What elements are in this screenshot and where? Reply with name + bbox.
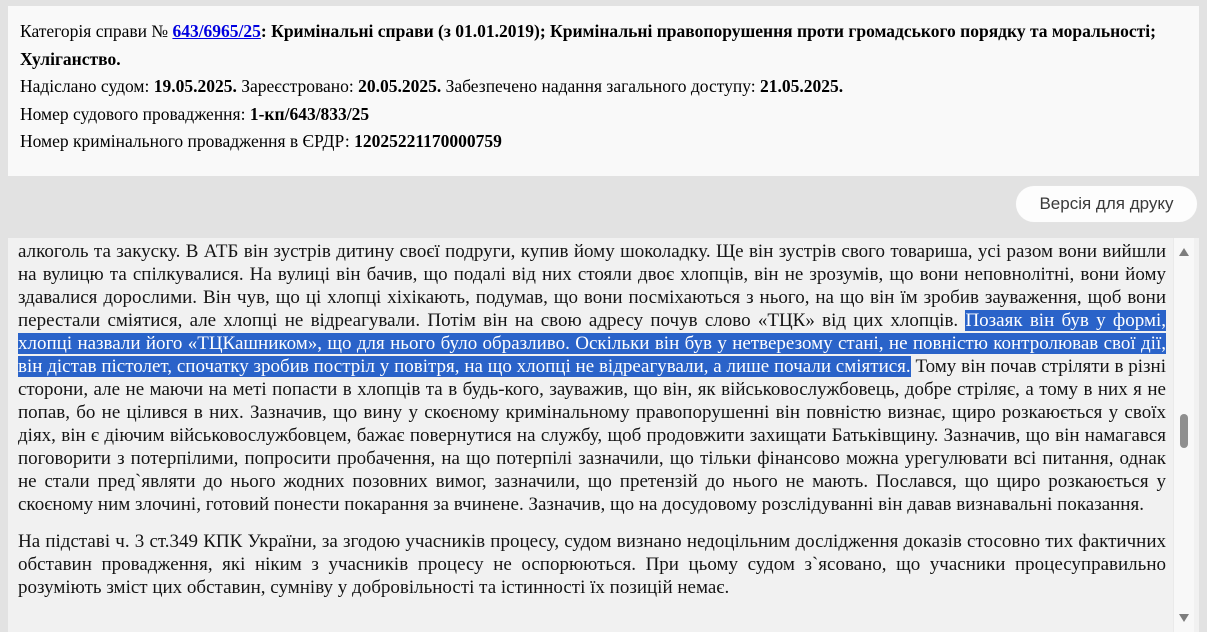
decision-text [18, 240, 1166, 599]
court-proceeding-line [20, 101, 1179, 129]
scrollbar-thumb[interactable] [1180, 414, 1188, 448]
print-version-button-label: Версія для друку [1039, 194, 1174, 213]
testimony-text-before-selection: алкоголь та закуску. В АТБ він зустрів дитину своєї подруги, купив йому шоколадку. Ще він зустрів свого товариша, усі разом вони вийшли на вулицю та спілкувалися. На вулиці він бачив, що подалі від них стояли двоє хлопців, він не зрозумів, що вони неповнолітні, вони йому здавалися дорослими. Він чув, що ці хлопці хіхікають, подумав, що вони посміхаються з нього, на що він їм зробив зауваження, щоб вони перестали сміятися, але хлопці не відреагували. Потім він на свою адресу почув слово «ТЦК» від цих хлопців. [18, 241, 1166, 331]
case-meta-panel [8, 6, 1199, 176]
case-category-value: : Кримінальні справи (з 01.01.2019); Кримінальні правопорушення проти громадського порядку та моральності; Хуліганство. [20, 21, 1156, 69]
case-number-link[interactable]: 643/6965/25 [172, 21, 261, 41]
sent-by-court-label: Надіслано судом: [20, 76, 154, 96]
erdr-line [20, 128, 1179, 156]
registered-date: 20.05.2025. [358, 76, 442, 96]
decision-paragraph-testimony [18, 240, 1166, 516]
court-proceeding-number: 1-кп/643/833/25 [249, 103, 370, 124]
decision-text-viewer[interactable] [8, 238, 1199, 632]
sent-by-court-date: 19.05.2025. [153, 76, 237, 96]
print-version-button[interactable] [1015, 185, 1198, 223]
case-category-line [20, 18, 1179, 73]
decision-paragraph-article-349: На підставі ч. 3 ст.349 КПК України, за згодою учасників процесу, судом визнано недоцільним дослідження доказів стосовно тих фактичних обставин провадження, які ніким з учасників процесу не оспорюються. При цьому судом з`ясовано, що учасники процесуправильно розуміють зміст цих обставин, сумніву у добровільності та істинності їх позицій немає. [18, 531, 1166, 598]
public-access-label: Забезпечено надання загального доступу: [441, 76, 761, 96]
vertical-scrollbar[interactable] [1173, 238, 1194, 632]
scroll-up-icon[interactable] [1179, 248, 1189, 256]
case-dates-line [20, 73, 1179, 101]
court-proceeding-label: Номер судового провадження: [20, 103, 250, 124]
testimony-text-after-selection: Тому він почав стріляти в різні сторони, але не маючи на меті попасти в хлопців та в будь-кого, зауважив, що він, як військовослужбовець, добре стріляє, а тому в них я не попав, бо не цілився в них. Зазначив, що вину у скоєному кримінальному правопорушенні він повністю визнає, щиро розкаюється у своїх діях, він є діючим військовослужбовцем, бажає повернутися на службу, щоб продовжити захищати Батьківщину. Зазначив, що він намагався поговорити з потерпілими, попросити пробачення, на що потерпілі зазначили, що тільки фінансово можна урегулювати всі питання, однак не стали пред`являти до нього жодних позовних вимог, зазначили, що претензій до нього не мають. Послався, що щиро розкаюється у скоєному ним злочині, готовий понести покарання за вчинене. Зазначив, що на досудовому розслідуванні він давав визнавальні показання. [18, 356, 1166, 515]
public-access-date: 21.05.2025. [760, 76, 844, 96]
case-category-label: Категорія справи № [20, 21, 173, 41]
erdr-label: Номер кримінального провадження в ЄРДР: [20, 131, 355, 151]
registered-label: Зареєстровано: [236, 76, 359, 96]
selected-text-highlight: Позаяк він був у формі, хлопці назвали його «ТЦКашником», що для нього було образливо. Оскільки він був у нетверезому стані, не повністю контролював свої дії, він дістав пістолет, спочатку зробив постріл у повітря, на що хлопці не відреагували, а лише почали сміятися. [18, 310, 1166, 377]
scroll-down-icon[interactable] [1179, 614, 1189, 622]
erdr-number: 12025221170000759 [354, 131, 502, 151]
